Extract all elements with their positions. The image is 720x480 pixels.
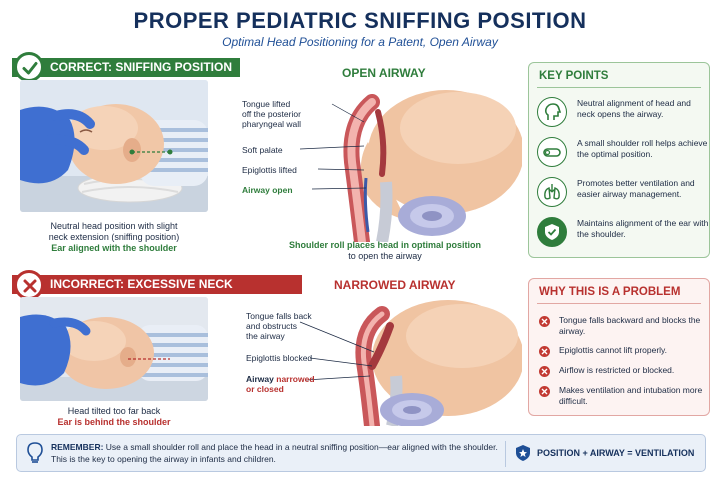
lungs-icon [537, 177, 567, 207]
key-points-title: KEY POINTS [539, 70, 609, 82]
remember-footer [16, 434, 706, 472]
narrowed-airway-title: NARROWED AIRWAY [334, 278, 456, 292]
shoulder-roll-note: Shoulder roll places head in optimal position to open the airway [288, 240, 482, 261]
shield-check-icon [537, 217, 567, 247]
page-subtitle: Optimal Head Positioning for a Patent, Open Airway [222, 35, 498, 49]
x-mark-icon [21, 277, 39, 295]
key-point-item: Promotes better ventilation and easier airway management. [537, 175, 705, 215]
page-title: PROPER PEDIATRIC SNIFFING POSITION [133, 8, 587, 33]
problem-panel: WHY THIS IS A PROBLEM Tongue falls backward and blocks the airway. Epiglottis cannot lift properly. Airflow is restricted or blocked. Makes ventilation and intubation more difficult. [528, 278, 710, 416]
x-circle-icon [539, 386, 550, 397]
soft-palate-label: Soft palate [242, 145, 283, 155]
remember-text: REMEMBER: Use a small shoulder roll and place the head in a neutral sniffing position—ear aligned with the shoulder. This is the key to opening the airway in infants and children. [51, 442, 498, 464]
epiglottis-blocked-label: Epiglottis blocked [246, 353, 313, 363]
tongue-label: Tongue lifted off the posterior pharyngeal wall [242, 99, 302, 129]
incorrect-caption-note: Ear is behind the shoulder [57, 417, 171, 427]
motto-text: POSITION + AIRWAY = VENTILATION [537, 448, 695, 458]
shoulder-roll-icon [537, 137, 567, 167]
open-airway-title: OPEN AIRWAY [342, 66, 426, 80]
shield-star-icon [515, 444, 531, 462]
head-profile-icon [537, 97, 567, 127]
epiglottis-label: Epiglottis lifted [242, 165, 297, 175]
problem-title: WHY THIS IS A PROBLEM [539, 286, 681, 298]
x-circle-icon [539, 366, 550, 377]
key-point-item: Maintains alignment of the ear with the shoulder. [537, 215, 705, 255]
checkmark-icon [21, 59, 39, 77]
incorrect-banner: INCORRECT: EXCESSIVE NECK [12, 275, 302, 294]
airway-open-label: Airway open [242, 185, 293, 195]
incorrect-caption: Head tilted too far back Ear is behind the shoulder [20, 406, 208, 428]
incorrect-position-photo [20, 297, 208, 401]
checkmark-badge [14, 52, 44, 82]
x-badge [14, 270, 44, 300]
x-circle-icon [539, 316, 550, 327]
correct-caption-note: Ear aligned with the shoulder [51, 243, 177, 253]
correct-caption: Neutral head position with slight neck extension (sniffing position) Ear aligned with the shoulder [20, 221, 208, 254]
correct-banner: CORRECT: SNIFFING POSITION [12, 58, 240, 77]
key-point-item: Neutral alignment of head and neck opens the airway. [537, 95, 705, 135]
lightbulb-icon [25, 441, 45, 465]
airway-narrowed-label: Airway narrowed or closed [246, 374, 315, 394]
key-points-panel [528, 62, 710, 258]
x-circle-icon [539, 346, 550, 357]
key-point-item: A small shoulder roll helps achieve the optimal position. [537, 135, 705, 175]
tongue-obstruct-label: Tongue falls back and obstructs the airway [246, 311, 312, 341]
correct-position-photo [20, 80, 208, 212]
